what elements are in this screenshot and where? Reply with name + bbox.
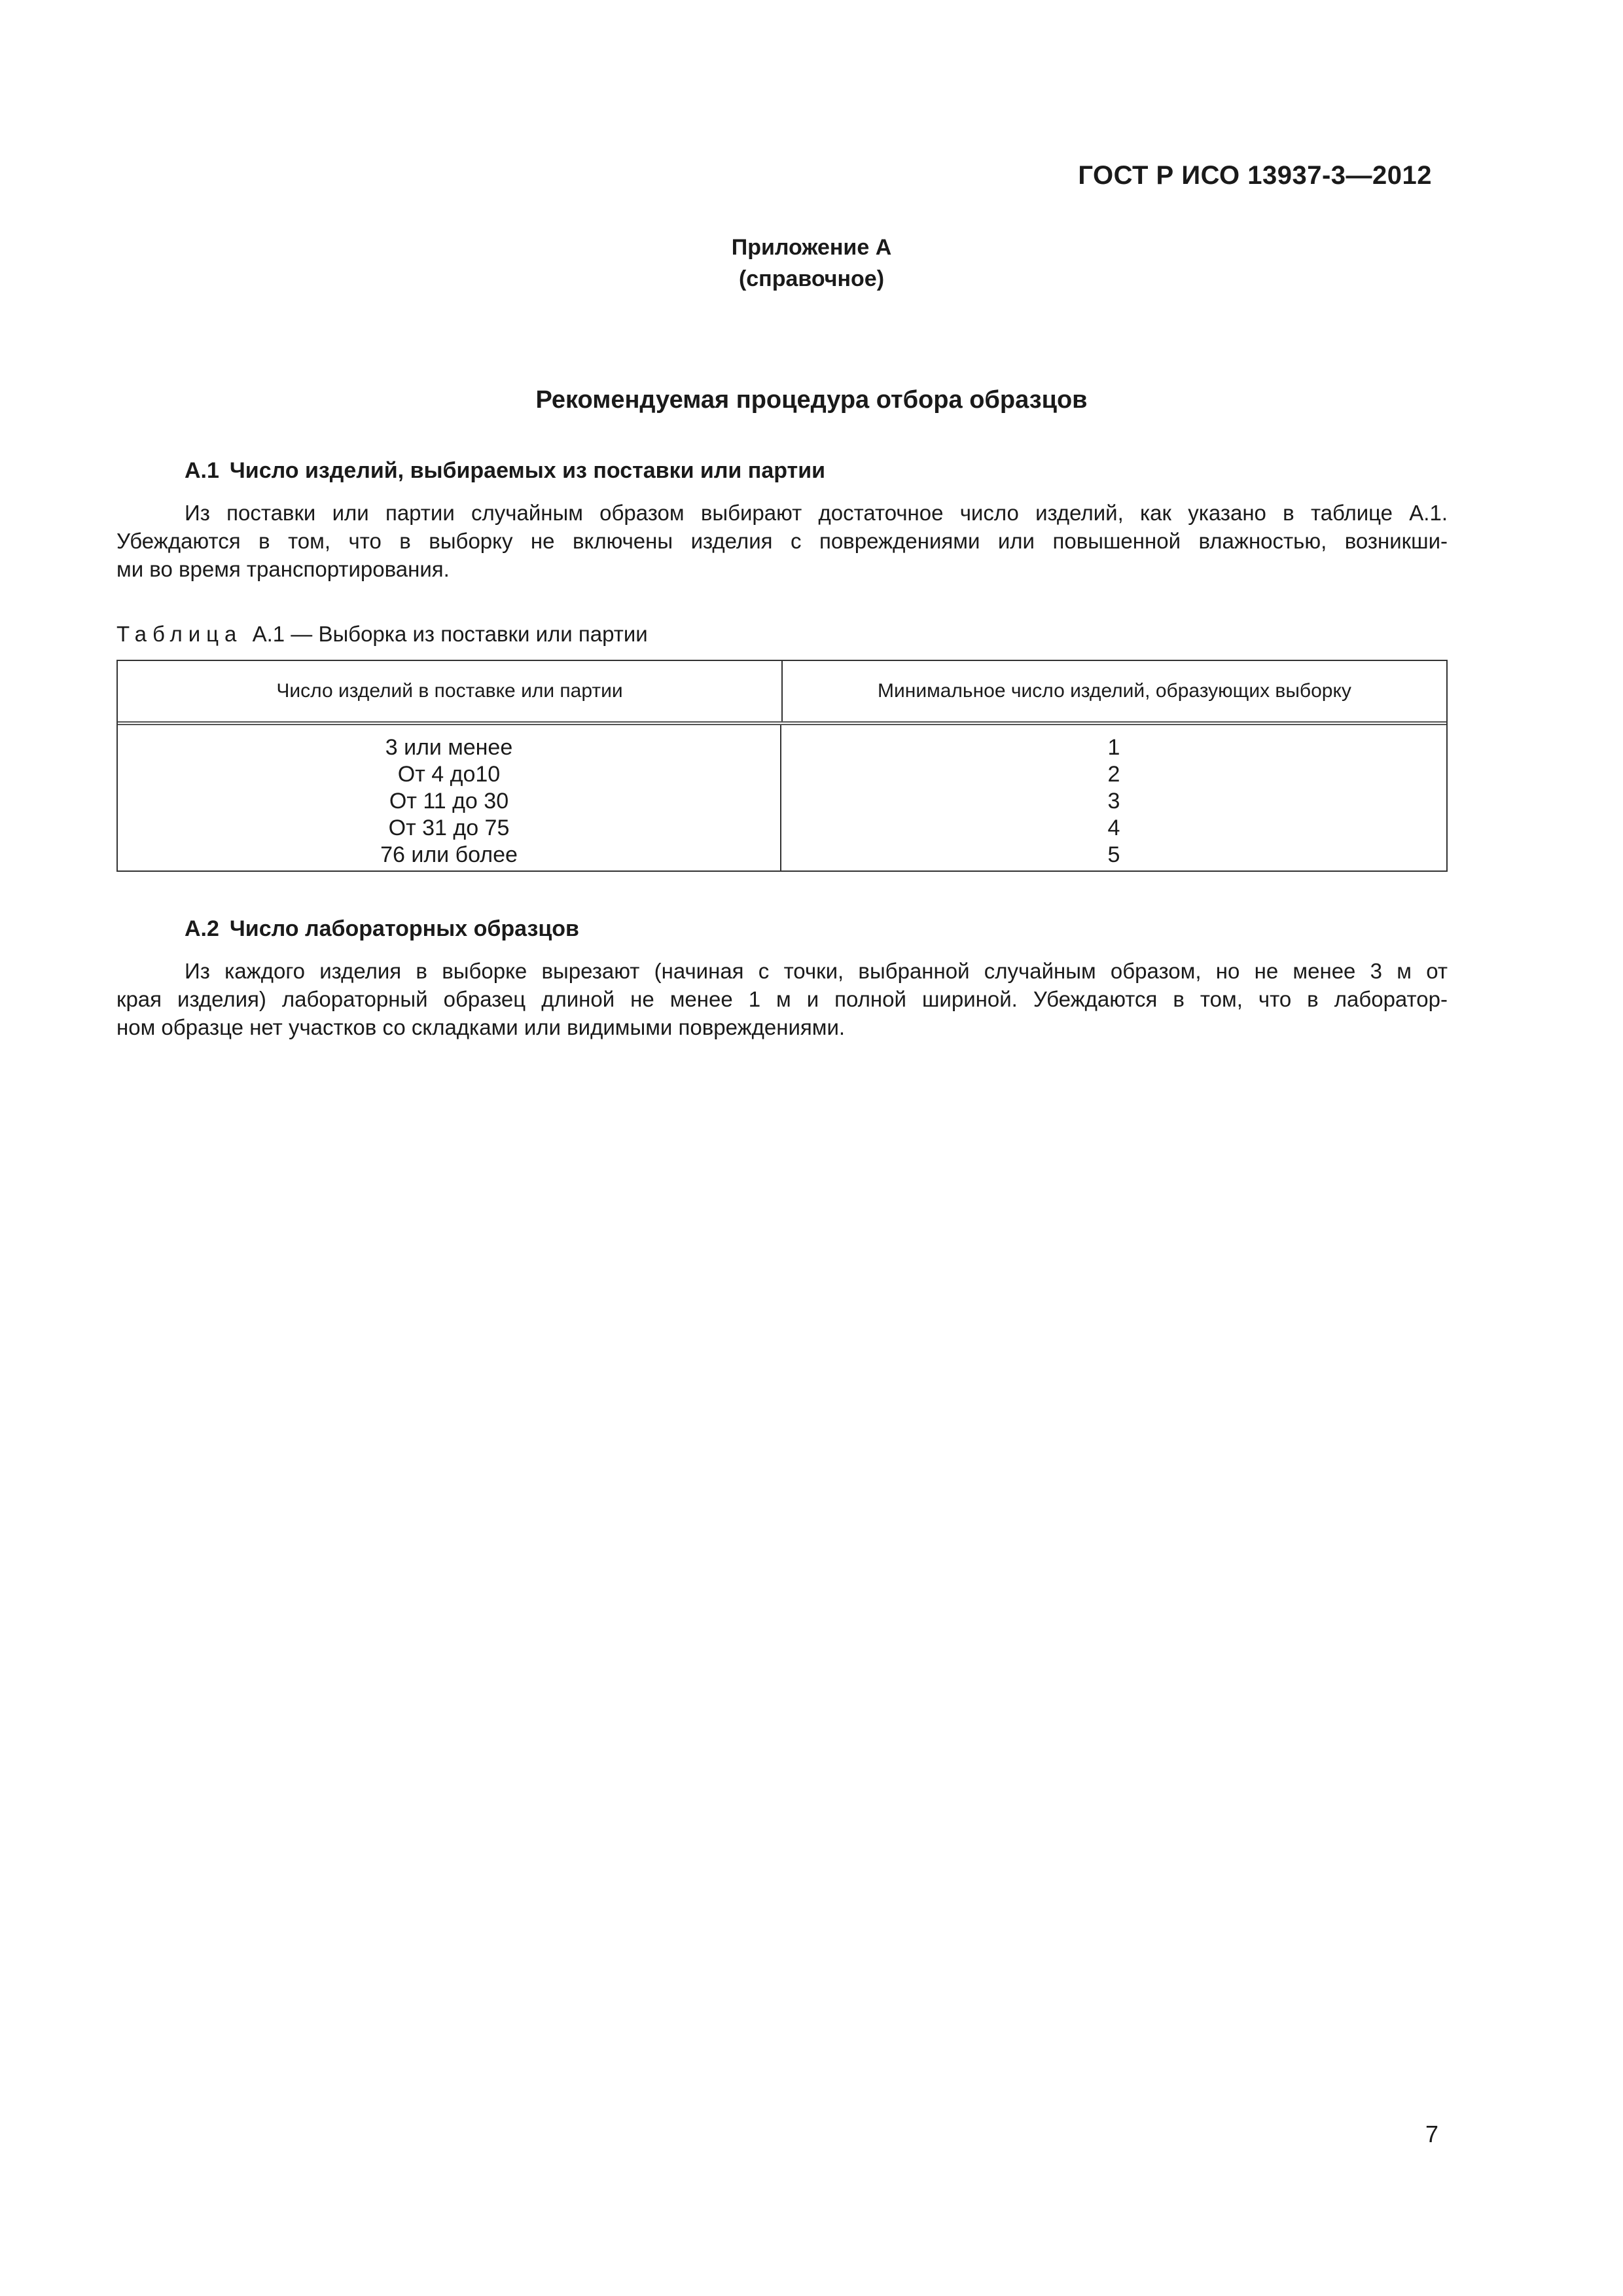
sampling-table: [116, 660, 1448, 872]
table-cell: 2: [1107, 762, 1120, 787]
paragraph-line: ми во время транспортирования.: [116, 557, 450, 581]
table-header-row: [118, 661, 1446, 725]
page-number: 7: [1425, 2121, 1438, 2147]
table-header-cell: Число изделий в поставке или партии: [118, 661, 783, 721]
table-header-cell: Минимальное число изделий, образующих выборку: [878, 680, 1351, 702]
table-caption-number: А.1: [252, 622, 285, 646]
table-column-sample-size: [781, 725, 1446, 870]
section-title: Число лабораторных образцов: [229, 916, 579, 941]
section-number: А.1: [185, 458, 219, 483]
document-code: ГОСТ Р ИСО 13937-3—2012: [1078, 161, 1432, 190]
table-cell: От 11 до 30: [389, 789, 509, 814]
table-cell: 4: [1107, 816, 1120, 840]
paragraph-line: ном образце нет участков со складками или видимыми повреждениями.: [116, 1015, 846, 1039]
appendix-subtitle: (справочное): [738, 266, 885, 291]
paragraph-line: края изделия) лабораторный образец длиной не менее 1 м и полной шириной. Убеждаются в том, что в лаборатор-: [116, 987, 1448, 1011]
table-cell: 5: [1107, 842, 1120, 867]
main-heading: Рекомендуемая процедура отбора образцов: [535, 386, 1088, 414]
section-a1-heading: [185, 458, 825, 484]
section-a2-heading: [185, 916, 579, 942]
table-caption-text: — Выборка из поставки или партии: [291, 622, 648, 646]
table-cell: От 31 до 75: [388, 816, 510, 840]
table-caption-label: Таблица: [116, 622, 243, 646]
appendix-title: Приложение А: [731, 235, 892, 260]
table-caption: [116, 622, 648, 647]
section-number: А.2: [185, 916, 219, 941]
section-title: Число изделий, выбираемых из поставки или партии: [229, 458, 826, 483]
table-cell: 3 или менее: [385, 735, 513, 760]
table-cell: 1: [1107, 735, 1120, 760]
table-cell: От 4 до10: [397, 762, 501, 787]
table-cell: 3: [1107, 789, 1120, 814]
paragraph-line: Из каждого изделия в выборке вырезают (начиная с точки, выбранной случайным образом, но не менее 3 м от: [185, 959, 1448, 983]
table-column-lot-size: [118, 725, 781, 870]
paragraph-line: Из поставки или партии случайным образом выбирают достаточное число изделий, как указано в таблице А.1.: [185, 501, 1448, 525]
section-a2-paragraph: [116, 957, 1448, 1041]
table-cell: 76 или более: [380, 842, 518, 867]
section-a1-paragraph: [116, 499, 1448, 583]
table-body: [118, 725, 1446, 870]
paragraph-line: Убеждаются в том, что в выборку не включены изделия с повреждениями или повышенной влажностью, возникши-: [116, 529, 1448, 553]
